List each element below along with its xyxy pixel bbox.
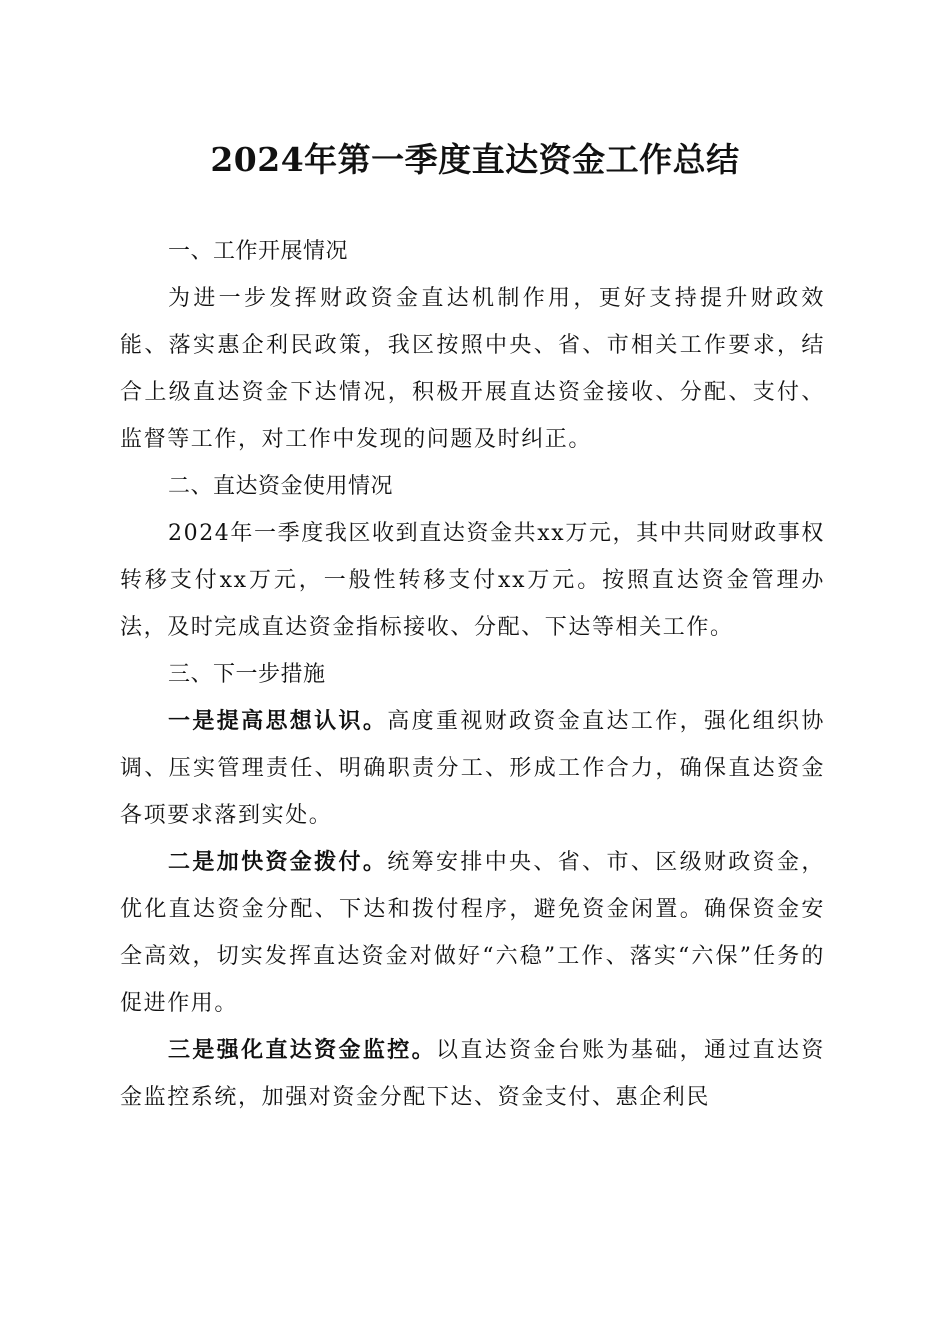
measure-paragraph [120,839,825,1027]
measure-text: 以直达资金台账为基础，通过直达资金监控系统，加强对资金分配下达、资金支付、惠企利民 [120,1038,825,1110]
measure-lead: 二是加快资金拨付。 [168,849,388,875]
measure-paragraph [120,698,825,839]
section-heading-fund-usage: 二、直达资金使用情况 [168,474,394,499]
document-body [120,228,825,1121]
measure-lead: 三是强化直达资金监控。 [168,1037,436,1063]
measure-paragraph [120,1027,825,1121]
document-title: 2024年第一季度直达资金工作总结 [210,140,740,179]
section-paragraph: 2024年一季度我区收到直达资金共xx万元，其中共同财政事权转移支付xx万元，一般性转移支付xx万元。按照直达资金管理办法，及时完成直达资金指标接收、分配、下达等相关工作。 [120,521,825,640]
section-heading-work-progress: 一、工作开展情况 [168,239,349,264]
measure-text: 统筹安排中央、省、市、区级财政资金，优化直达资金分配、下达和拨付程序，避免资金闲置。确保资金安全高效，切实发挥直达资金对做好“六稳”工作、落实“六保”任务的促进作用。 [120,850,825,1016]
measure-lead: 一是提高思想认识。 [168,708,388,734]
section-heading-next-steps: 三、下一步措施 [168,662,326,687]
measure-text: 高度重视财政资金直达工作，强化组织协调、压实管理责任、明确职责分工、形成工作合力，确保直达资金各项要求落到实处。 [120,709,825,828]
section-paragraph: 为进一步发挥财政资金直达机制作用，更好支持提升财政效能、落实惠企利民政策，我区按照中央、省、市相关工作要求，结合上级直达资金下达情况，积极开展直达资金接收、分配、支付、监督等工作，对工作中发现的问题及时纠正。 [120,286,825,452]
